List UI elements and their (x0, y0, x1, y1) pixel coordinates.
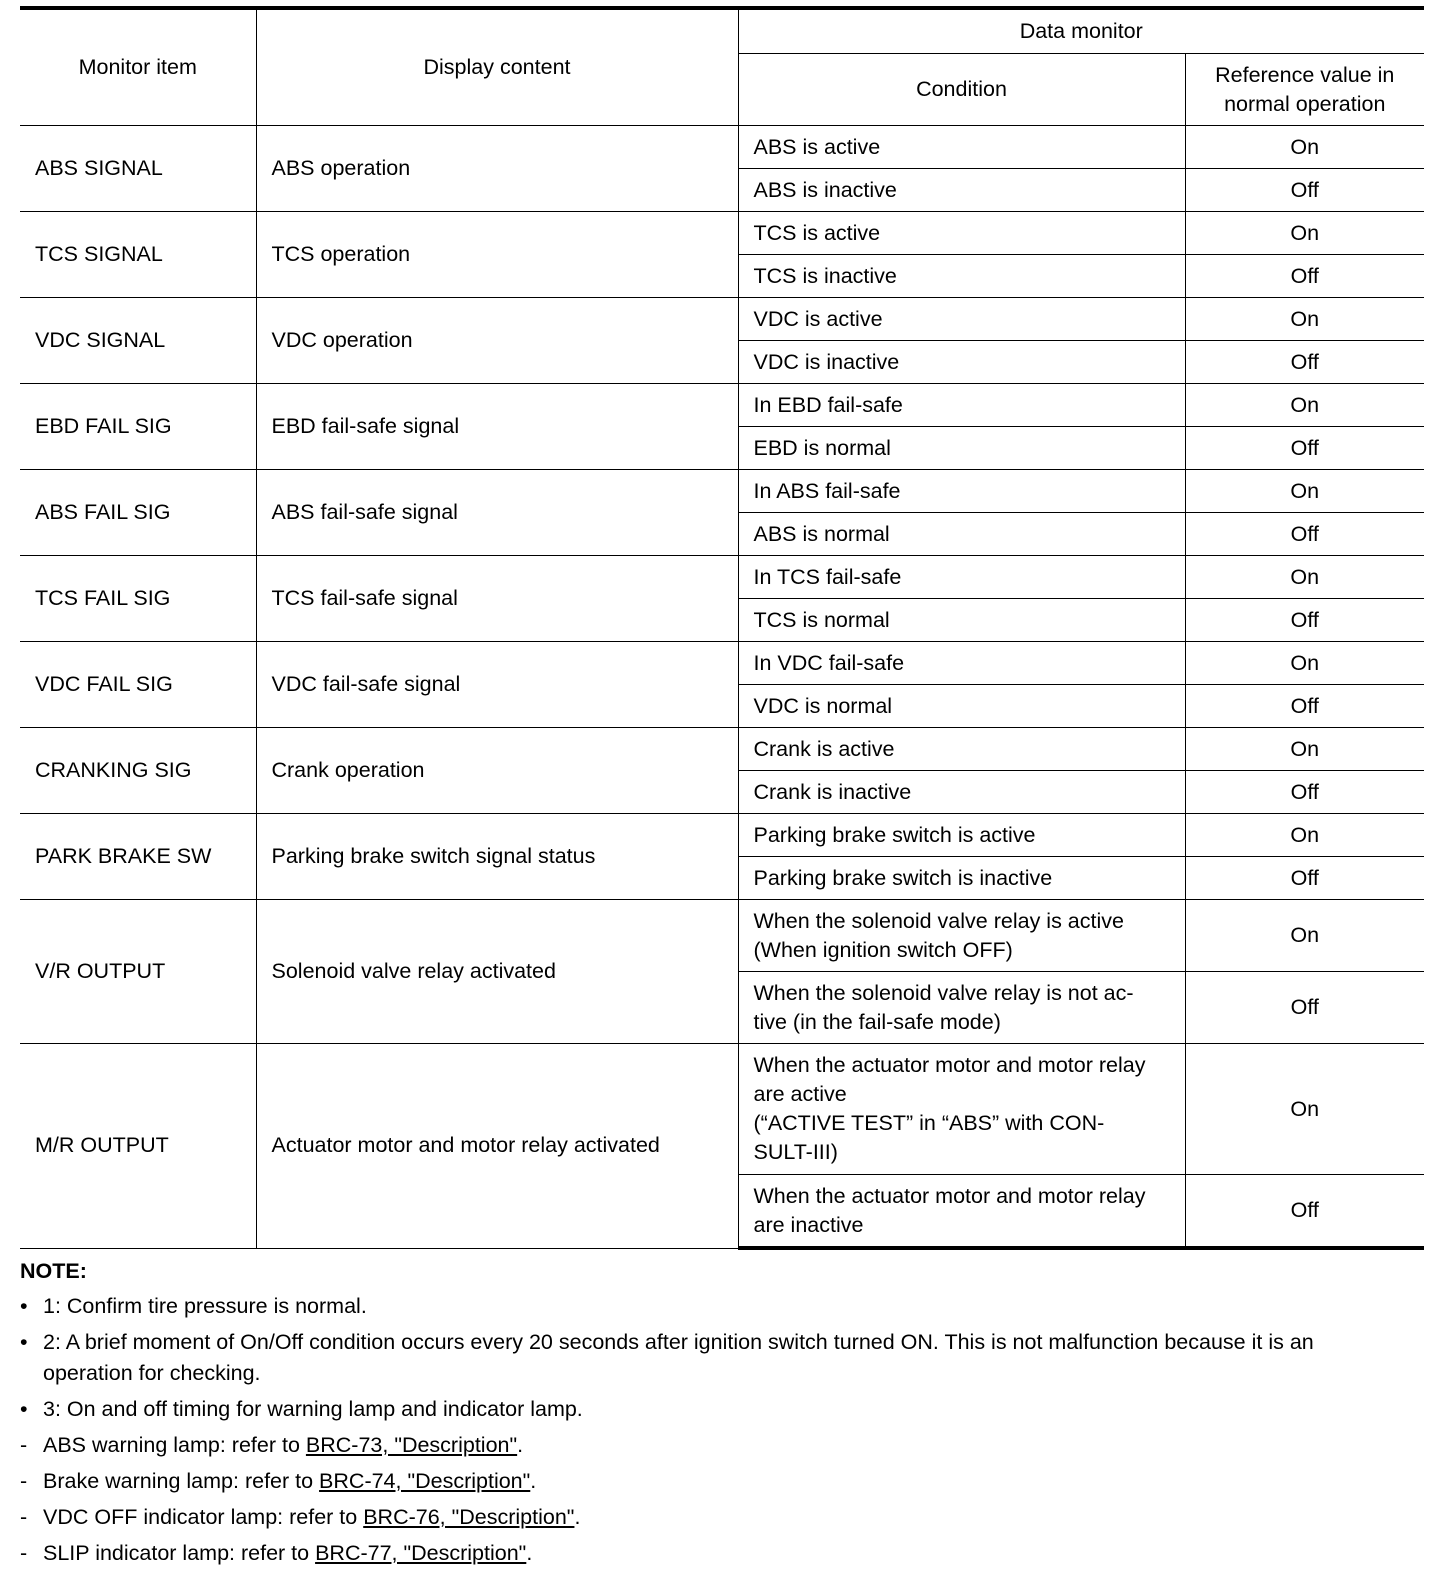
reference-value-cell: Off (1185, 771, 1424, 814)
reference-value-cell: Off (1185, 169, 1424, 212)
note-item (20, 1327, 1424, 1389)
monitor-item-cell: CRANKING SIG (20, 728, 256, 814)
header-display-content: Display content (256, 8, 738, 126)
table-row (20, 384, 1424, 427)
note-text-line: operation for checking. (43, 1361, 261, 1385)
condition-line: SULT-III) (753, 1140, 838, 1164)
table-row (20, 126, 1424, 169)
condition-cell (738, 972, 1185, 1044)
display-content-cell: TCS operation (256, 212, 738, 298)
reference-value-cell: On (1185, 384, 1424, 427)
reference-link[interactable]: BRC-77, "Description" (315, 1541, 527, 1565)
reference-value-cell: On (1185, 470, 1424, 513)
note-suffix: . (530, 1469, 537, 1493)
header-monitor-item: Monitor item (20, 8, 256, 126)
reference-value-cell: Off (1185, 341, 1424, 384)
monitor-item-cell: ABS SIGNAL (20, 126, 256, 212)
condition-cell: In TCS fail-safe (738, 556, 1185, 599)
header-condition: Condition (738, 54, 1185, 126)
note-text-line: 2: A brief moment of On/Off condition occurs every 20 seconds after ignition switch turned ON. This is not malfunction because it is an (43, 1330, 1314, 1354)
condition-cell: Parking brake switch is active (738, 814, 1185, 857)
display-content-cell: Solenoid valve relay activated (256, 900, 738, 1044)
display-content-cell: VDC operation (256, 298, 738, 384)
reference-value-cell: On (1185, 126, 1424, 169)
monitor-item-cell: TCS FAIL SIG (20, 556, 256, 642)
monitor-item-cell: TCS SIGNAL (20, 212, 256, 298)
reference-value-cell: On (1185, 212, 1424, 255)
note-text: 1: Confirm tire pressure is normal. (43, 1294, 367, 1318)
table-row (20, 728, 1424, 771)
note-item (20, 1394, 1424, 1425)
reference-value-cell: On (1185, 814, 1424, 857)
note-item (20, 1291, 1424, 1322)
table-row (20, 470, 1424, 513)
table-body (20, 126, 1424, 1249)
table-row (20, 212, 1424, 255)
display-content-cell: ABS fail-safe signal (256, 470, 738, 556)
display-content-cell: Crank operation (256, 728, 738, 814)
note-item (20, 1466, 1424, 1497)
reference-value-cell: On (1185, 900, 1424, 972)
condition-cell (738, 900, 1185, 972)
monitor-item-cell: M/R OUTPUT (20, 1044, 256, 1249)
display-content-cell: Parking brake switch signal status (256, 814, 738, 900)
note-item (20, 1430, 1424, 1461)
display-content-cell: EBD fail-safe signal (256, 384, 738, 470)
reference-value-cell: On (1185, 642, 1424, 685)
condition-cell: ABS is inactive (738, 169, 1185, 212)
table-row (20, 298, 1424, 341)
note-marker: • (20, 1294, 28, 1318)
reference-value-cell: Off (1185, 857, 1424, 900)
note-title: NOTE: (20, 1259, 87, 1283)
reference-value-cell: Off (1185, 255, 1424, 298)
condition-cell: Crank is inactive (738, 771, 1185, 814)
condition-cell: ABS is active (738, 126, 1185, 169)
note-suffix: . (517, 1433, 524, 1457)
monitor-item-cell: EBD FAIL SIG (20, 384, 256, 470)
reference-link[interactable]: BRC-76, "Description" (363, 1505, 575, 1529)
table-row (20, 1044, 1424, 1175)
reference-value-cell: Off (1185, 513, 1424, 556)
monitor-item-cell: PARK BRAKE SW (20, 814, 256, 900)
display-content-cell: Actuator motor and motor relay activated (256, 1044, 738, 1249)
condition-cell (738, 1044, 1185, 1175)
condition-cell: ABS is normal (738, 513, 1185, 556)
condition-cell: VDC is normal (738, 685, 1185, 728)
display-content-cell: TCS fail-safe signal (256, 556, 738, 642)
condition-line: When the solenoid valve relay is active (753, 908, 1124, 933)
note-marker: - (20, 1469, 28, 1493)
reference-value-cell: On (1185, 728, 1424, 771)
condition-cell: EBD is normal (738, 427, 1185, 470)
condition-line: are active (753, 1082, 847, 1106)
table-row (20, 556, 1424, 599)
reference-value-cell: On (1185, 556, 1424, 599)
reference-value-cell: Off (1185, 1175, 1424, 1249)
data-monitor-table (20, 6, 1424, 1250)
condition-cell: Crank is active (738, 728, 1185, 771)
note-text: 3: On and off timing for warning lamp and indicator lamp. (43, 1397, 583, 1421)
condition-line: When the actuator motor and motor relay (753, 1183, 1146, 1208)
note-text: ABS warning lamp: refer to (43, 1433, 306, 1457)
display-content-cell: ABS operation (256, 126, 738, 212)
reference-value-cell: On (1185, 298, 1424, 341)
monitor-item-cell: V/R OUTPUT (20, 900, 256, 1044)
condition-line: (When ignition switch OFF) (753, 937, 1013, 962)
condition-cell: VDC is inactive (738, 341, 1185, 384)
condition-cell (738, 1175, 1185, 1249)
note-marker: - (20, 1541, 28, 1565)
note-list (20, 1291, 1424, 1569)
condition-cell: In ABS fail-safe (738, 470, 1185, 513)
condition-cell: In EBD fail-safe (738, 384, 1185, 427)
condition-cell: TCS is active (738, 212, 1185, 255)
note-item (20, 1538, 1424, 1569)
condition-cell: TCS is normal (738, 599, 1185, 642)
note-text: SLIP indicator lamp: refer to (43, 1541, 316, 1565)
monitor-item-cell: ABS FAIL SIG (20, 470, 256, 556)
header-data-monitor: Data monitor (738, 8, 1424, 54)
note-text: VDC OFF indicator lamp: refer to (43, 1505, 364, 1529)
note-marker: - (20, 1433, 28, 1457)
monitor-item-cell: VDC SIGNAL (20, 298, 256, 384)
notes-section (20, 1256, 1424, 1569)
header-reference-value: Reference value in normal operation (1185, 54, 1424, 126)
note-marker: • (20, 1330, 28, 1354)
condition-line: When the solenoid valve relay is not ac- (753, 980, 1134, 1005)
document-page (20, 6, 1424, 1574)
condition-cell: TCS is inactive (738, 255, 1185, 298)
reference-value-cell: Off (1185, 685, 1424, 728)
note-marker: - (20, 1505, 28, 1529)
reference-link[interactable]: BRC-74, "Description" (319, 1469, 531, 1493)
table-row (20, 814, 1424, 857)
condition-cell: VDC is active (738, 298, 1185, 341)
display-content-cell: VDC fail-safe signal (256, 642, 738, 728)
reference-value-cell: Off (1185, 972, 1424, 1044)
condition-cell: Parking brake switch is inactive (738, 857, 1185, 900)
table-row (20, 642, 1424, 685)
monitor-item-cell: VDC FAIL SIG (20, 642, 256, 728)
note-item (20, 1502, 1424, 1533)
condition-line: tive (in the fail-safe mode) (753, 1009, 1001, 1034)
reference-value-cell: On (1185, 1044, 1424, 1175)
note-marker: • (20, 1397, 28, 1421)
note-suffix: . (526, 1541, 533, 1565)
condition-cell: In VDC fail-safe (738, 642, 1185, 685)
condition-line: (“ACTIVE TEST” in “ABS” with CON- (753, 1111, 1105, 1135)
note-suffix: . (574, 1505, 581, 1529)
reference-value-cell: Off (1185, 427, 1424, 470)
table-row (20, 900, 1424, 972)
reference-value-cell: Off (1185, 599, 1424, 642)
condition-line: are inactive (753, 1212, 864, 1237)
note-text: Brake warning lamp: refer to (43, 1469, 320, 1493)
reference-link[interactable]: BRC-73, "Description" (305, 1433, 518, 1457)
condition-line: When the actuator motor and motor relay (753, 1053, 1146, 1077)
